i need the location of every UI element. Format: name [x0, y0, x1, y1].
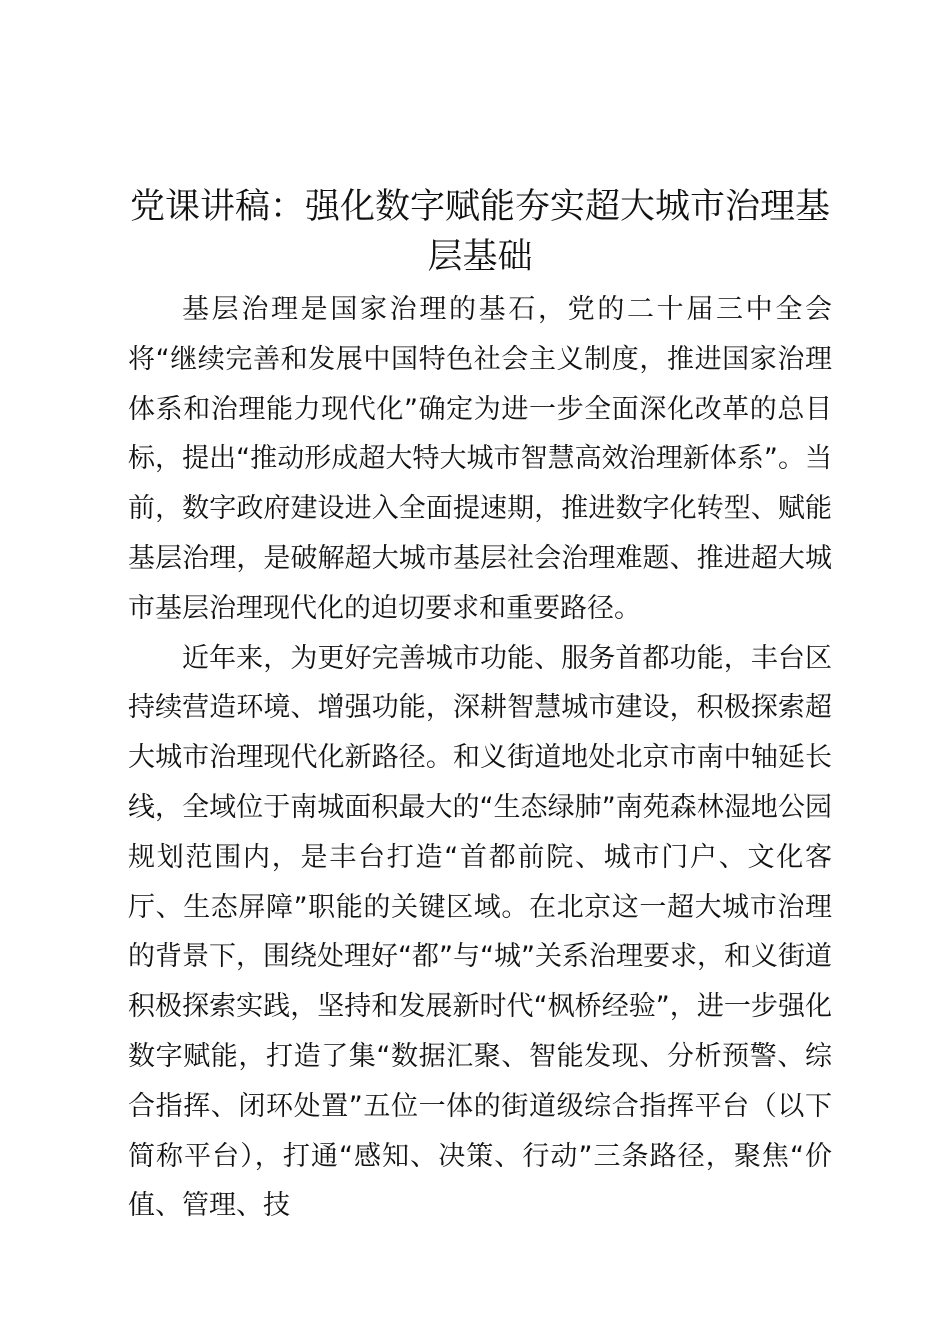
document-page: [128, 182, 832, 1231]
body-paragraph-2: 近年来，为更好完善城市功能、服务首都功能，丰台区持续营造环境、增强功能，深耕智慧城市建设，积极探索超大城市治理现代化新路径。和义街道地处北京市南中轴延长线，全域位于南城面积最大的“生态绿肺”南苑森林湿地公园规划范围内，是丰台打造“首都前院、城市门户、文化客厅、生态屏障”职能的关键区域。在北京这一超大城市治理的背景下，围绕处理好“都”与“城”关系治理要求，和义街道积极探索实践，坚持和发展新时代“枫桥经验”，进一步强化数字赋能，打造了集“数据汇聚、智能发现、分析预警、综合指挥、闭环处置”五位一体的街道级综合指挥平台（以下简称平台），打通“感知、决策、行动”三条路径，聚焦“价值、管理、技: [128, 642, 832, 1222]
body-paragraph-1: 基层治理是国家治理的基石，党的二十届三中全会将“继续完善和发展中国特色社会主义制度，推进国家治理体系和治理能力现代化”确定为进一步全面深化改革的总目标，提出“推动形成超大特大城市智慧高效治理新体系”。当前，数字政府建设进入全面提速期，推进数字化转型、赋能基层治理，是破解超大城市基层社会治理难题、推进超大城市基层治理现代化的迫切要求和重要路径。: [128, 294, 832, 624]
document-title: 党课讲稿：强化数字赋能夯实超大城市治理基层基础: [129, 187, 830, 277]
